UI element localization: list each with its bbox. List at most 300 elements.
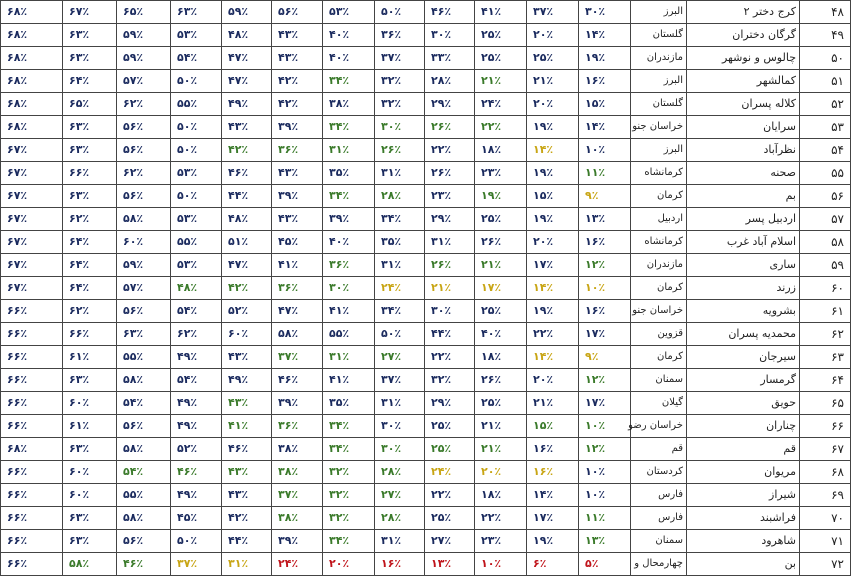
percentage-cell: ۲۱٪ [475, 70, 527, 93]
school-name-cell: چناران [687, 415, 800, 438]
percentage-cell: ۲۵٪ [475, 392, 527, 415]
table-row [1, 369, 851, 392]
percentage-cell: ۳۷٪ [171, 553, 222, 576]
percentage-cell: ۵۶٪ [117, 300, 171, 323]
percentage-cell: ۶۸٪ [1, 47, 63, 70]
percentage-cell: ۴۸٪ [222, 24, 272, 47]
percentage-cell: ۳۱٪ [375, 162, 425, 185]
percentage-cell: ۱۰٪ [475, 553, 527, 576]
percentage-cell: ۶۷٪ [1, 254, 63, 277]
percentage-cell: ۶۷٪ [1, 162, 63, 185]
percentage-cell: ۴۷٪ [222, 47, 272, 70]
province-cell: کرمان [631, 185, 687, 208]
percentage-cell: ۲۱٪ [475, 438, 527, 461]
percentage-cell: ۴۳٪ [222, 461, 272, 484]
percentage-cell: ۳۸٪ [323, 93, 375, 116]
province-cell: کرمانشاه [631, 162, 687, 185]
percentage-cell: ۵۴٪ [171, 300, 222, 323]
percentage-cell: ۳۳٪ [425, 47, 475, 70]
percentage-cell: ۳۲٪ [425, 369, 475, 392]
percentage-cell: ۳۴٪ [323, 185, 375, 208]
percentage-cell: ۲۲٪ [425, 484, 475, 507]
percentage-cell: ۶۶٪ [63, 323, 117, 346]
percentage-cell: ۲۳٪ [475, 162, 527, 185]
rank-cell: ۶۲ [800, 323, 851, 346]
province-cell: گلستان [631, 93, 687, 116]
school-name-cell: اردبیل پسر [687, 208, 800, 231]
table-row [1, 70, 851, 93]
percentage-cell: ۳۱٪ [375, 392, 425, 415]
percentage-cell: ۵۸٪ [117, 438, 171, 461]
rank-cell: ۵۲ [800, 93, 851, 116]
percentage-cell: ۵٪ [579, 553, 631, 576]
province-cell: البرز [631, 139, 687, 162]
table-row [1, 392, 851, 415]
percentage-cell: ۵۴٪ [171, 369, 222, 392]
percentage-cell: ۱۶٪ [579, 300, 631, 323]
table-row [1, 24, 851, 47]
school-name-cell: بن [687, 553, 800, 576]
percentage-cell: ۱۹٪ [527, 208, 579, 231]
percentage-cell: ۲۲٪ [527, 323, 579, 346]
percentage-cell: ۴۲٪ [222, 277, 272, 300]
percentage-cell: ۳۸٪ [272, 507, 323, 530]
province-cell: کرمان [631, 277, 687, 300]
school-name-cell: کلاله پسران [687, 93, 800, 116]
percentage-cell: ۶۸٪ [1, 24, 63, 47]
percentage-cell: ۱۱٪ [579, 162, 631, 185]
province-cell: سمنان [631, 530, 687, 553]
percentage-cell: ۴۷٪ [272, 300, 323, 323]
province-cell: البرز [631, 70, 687, 93]
percentage-cell: ۶۶٪ [1, 553, 63, 576]
percentage-cell: ۴۳٪ [222, 346, 272, 369]
rank-cell: ۶۶ [800, 415, 851, 438]
percentage-cell: ۲۵٪ [425, 415, 475, 438]
percentage-cell: ۳۲٪ [375, 70, 425, 93]
percentage-cell: ۱۰٪ [579, 277, 631, 300]
percentage-cell: ۴۶٪ [171, 461, 222, 484]
percentage-cell: ۱۹٪ [475, 185, 527, 208]
rank-cell: ۴۸ [800, 1, 851, 24]
percentage-cell: ۳۴٪ [323, 415, 375, 438]
percentage-cell: ۵۳٪ [323, 1, 375, 24]
percentage-cell: ۴۳٪ [272, 162, 323, 185]
percentage-cell: ۶۷٪ [1, 277, 63, 300]
percentage-cell: ۲۶٪ [375, 139, 425, 162]
percentage-cell: ۳۵٪ [323, 162, 375, 185]
percentage-cell: ۳۶٪ [272, 139, 323, 162]
percentage-cell: ۴۱٪ [475, 1, 527, 24]
percentage-cell: ۵۶٪ [272, 1, 323, 24]
percentage-cell: ۵۸٪ [117, 369, 171, 392]
percentage-cell: ۱۳٪ [425, 553, 475, 576]
rank-cell: ۶۴ [800, 369, 851, 392]
percentage-cell: ۱۴٪ [527, 484, 579, 507]
percentage-cell: ۴۲٪ [222, 507, 272, 530]
percentage-cell: ۱۶٪ [579, 70, 631, 93]
percentage-cell: ۳۲٪ [375, 93, 425, 116]
percentage-cell: ۴۷٪ [222, 254, 272, 277]
province-cell: کردستان [631, 461, 687, 484]
percentage-cell: ۴۰٪ [475, 323, 527, 346]
rank-cell: ۶۸ [800, 461, 851, 484]
percentage-cell: ۵۹٪ [117, 254, 171, 277]
percentage-cell: ۶۳٪ [63, 116, 117, 139]
school-name-cell: بشرویه [687, 300, 800, 323]
percentage-cell: ۴۲٪ [272, 70, 323, 93]
percentage-cell: ۵۶٪ [117, 530, 171, 553]
percentage-cell: ۱۴٪ [527, 139, 579, 162]
rank-cell: ۶۰ [800, 277, 851, 300]
percentage-cell: ۶۴٪ [63, 254, 117, 277]
percentage-cell: ۴۰٪ [323, 47, 375, 70]
percentage-cell: ۱۵٪ [579, 93, 631, 116]
percentage-cell: ۳۷٪ [272, 484, 323, 507]
percentage-cell: ۳۱٪ [222, 553, 272, 576]
percentage-cell: ۲۶٪ [475, 369, 527, 392]
rank-cell: ۵۷ [800, 208, 851, 231]
percentage-cell: ۴۲٪ [222, 139, 272, 162]
percentage-cell: ۲۴٪ [475, 93, 527, 116]
rank-cell: ۵۸ [800, 231, 851, 254]
rank-cell: ۵۶ [800, 185, 851, 208]
percentage-cell: ۶۶٪ [1, 300, 63, 323]
percentage-cell: ۴۱٪ [272, 254, 323, 277]
percentage-cell: ۲۰٪ [527, 93, 579, 116]
percentage-cell: ۴۹٪ [171, 484, 222, 507]
percentage-cell: ۲۳٪ [475, 530, 527, 553]
school-name-cell: سیرجان [687, 346, 800, 369]
percentage-cell: ۱۹٪ [527, 116, 579, 139]
rank-cell: ۷۲ [800, 553, 851, 576]
percentage-cell: ۲۷٪ [425, 530, 475, 553]
percentage-cell: ۶۰٪ [63, 461, 117, 484]
percentage-cell: ۲۹٪ [425, 93, 475, 116]
percentage-cell: ۴۶٪ [117, 553, 171, 576]
percentage-cell: ۳۹٪ [272, 530, 323, 553]
percentage-cell: ۲۸٪ [375, 507, 425, 530]
percentage-cell: ۲۹٪ [425, 392, 475, 415]
percentage-cell: ۳۲٪ [323, 484, 375, 507]
school-name-cell: مریوان [687, 461, 800, 484]
percentage-cell: ۶۰٪ [117, 231, 171, 254]
percentage-cell: ۹٪ [579, 185, 631, 208]
percentage-cell: ۴۴٪ [425, 323, 475, 346]
percentage-cell: ۵۲٪ [222, 300, 272, 323]
percentage-cell: ۱۳٪ [579, 208, 631, 231]
percentage-cell: ۱۴٪ [579, 24, 631, 47]
percentage-cell: ۶۳٪ [63, 438, 117, 461]
percentage-cell: ۶۴٪ [63, 277, 117, 300]
table-row [1, 346, 851, 369]
rank-cell: ۶۱ [800, 300, 851, 323]
percentage-cell: ۳۷٪ [527, 1, 579, 24]
percentage-cell: ۶۱٪ [63, 415, 117, 438]
percentage-cell: ۱۶٪ [579, 231, 631, 254]
percentage-cell: ۲۵٪ [527, 47, 579, 70]
percentage-cell: ۶۰٪ [63, 392, 117, 415]
school-name-cell: فراشبند [687, 507, 800, 530]
percentage-cell: ۶۶٪ [1, 346, 63, 369]
percentage-cell: ۳۷٪ [272, 346, 323, 369]
province-cell: گیلان [631, 392, 687, 415]
percentage-cell: ۱۹٪ [579, 47, 631, 70]
percentage-cell: ۶۳٪ [63, 369, 117, 392]
table-body [1, 1, 851, 576]
percentage-cell: ۳۴٪ [375, 300, 425, 323]
percentage-cell: ۲۱٪ [425, 277, 475, 300]
table-row [1, 438, 851, 461]
percentage-cell: ۵۳٪ [171, 254, 222, 277]
percentage-cell: ۳۰٪ [425, 300, 475, 323]
province-cell: خراسان جنو [631, 300, 687, 323]
percentage-cell: ۱۹٪ [527, 300, 579, 323]
percentage-cell: ۲۰٪ [527, 231, 579, 254]
percentage-cell: ۴۳٪ [222, 116, 272, 139]
percentage-cell: ۵۹٪ [222, 1, 272, 24]
percentage-cell: ۲۲٪ [425, 139, 475, 162]
percentage-cell: ۲۱٪ [527, 70, 579, 93]
percentage-cell: ۲۲٪ [475, 507, 527, 530]
school-name-cell: کمالشهر [687, 70, 800, 93]
percentage-cell: ۶۶٪ [1, 461, 63, 484]
percentage-cell: ۶۲٪ [117, 93, 171, 116]
percentage-cell: ۶۶٪ [1, 415, 63, 438]
percentage-cell: ۵۷٪ [117, 70, 171, 93]
percentage-cell: ۵۸٪ [117, 507, 171, 530]
percentage-cell: ۱۶٪ [375, 553, 425, 576]
percentage-cell: ۴۳٪ [272, 208, 323, 231]
percentage-cell: ۵۰٪ [171, 116, 222, 139]
percentage-cell: ۱۱٪ [579, 507, 631, 530]
percentage-cell: ۳۷٪ [375, 47, 425, 70]
percentage-cell: ۲۲٪ [425, 346, 475, 369]
school-name-cell: چالوس و نوشهر [687, 47, 800, 70]
rank-cell: ۵۹ [800, 254, 851, 277]
percentage-cell: ۳۱٪ [323, 346, 375, 369]
percentage-cell: ۲۸٪ [375, 185, 425, 208]
school-name-cell: حویق [687, 392, 800, 415]
percentage-cell: ۴۹٪ [171, 392, 222, 415]
percentage-cell: ۲۵٪ [475, 24, 527, 47]
table-row [1, 415, 851, 438]
percentage-cell: ۶۳٪ [63, 530, 117, 553]
percentage-cell: ۴۸٪ [171, 277, 222, 300]
percentage-cell: ۳۰٪ [375, 116, 425, 139]
percentage-cell: ۲۹٪ [425, 208, 475, 231]
percentage-cell: ۱۶٪ [527, 461, 579, 484]
percentage-cell: ۱۸٪ [475, 346, 527, 369]
percentage-cell: ۵۸٪ [63, 553, 117, 576]
percentage-cell: ۶۷٪ [1, 231, 63, 254]
percentage-cell: ۲۵٪ [475, 208, 527, 231]
percentage-cell: ۶۳٪ [171, 1, 222, 24]
percentage-cell: ۶۷٪ [1, 208, 63, 231]
percentage-cell: ۳۶٪ [375, 24, 425, 47]
percentage-cell: ۱۴٪ [579, 116, 631, 139]
province-cell: کرمان [631, 346, 687, 369]
percentage-cell: ۶٪ [527, 553, 579, 576]
percentage-cell: ۳۰٪ [425, 24, 475, 47]
percentage-cell: ۵۶٪ [117, 116, 171, 139]
province-cell: کرمانشاه [631, 231, 687, 254]
school-name-cell: شیراز [687, 484, 800, 507]
percentage-cell: ۶۳٪ [63, 47, 117, 70]
school-name-cell: اسلام آباد غرب [687, 231, 800, 254]
percentage-cell: ۶۶٪ [1, 530, 63, 553]
table-row [1, 231, 851, 254]
table-row [1, 47, 851, 70]
table-row [1, 116, 851, 139]
percentage-cell: ۵۲٪ [171, 438, 222, 461]
percentage-cell: ۵۵٪ [171, 93, 222, 116]
percentage-cell: ۶۶٪ [1, 507, 63, 530]
percentage-cell: ۶۲٪ [63, 208, 117, 231]
province-cell: اردبیل [631, 208, 687, 231]
percentage-cell: ۴۵٪ [171, 507, 222, 530]
percentage-cell: ۵۰٪ [171, 70, 222, 93]
percentage-cell: ۶۷٪ [63, 1, 117, 24]
percentage-cell: ۳۵٪ [375, 231, 425, 254]
percentage-cell: ۶۸٪ [1, 116, 63, 139]
rank-cell: ۶۵ [800, 392, 851, 415]
table-row [1, 323, 851, 346]
percentage-cell: ۳۹٪ [272, 185, 323, 208]
percentage-cell: ۶۷٪ [1, 139, 63, 162]
percentage-cell: ۵۵٪ [117, 484, 171, 507]
percentage-cell: ۶۶٪ [1, 323, 63, 346]
percentage-cell: ۵۳٪ [171, 24, 222, 47]
percentage-cell: ۲۶٪ [425, 116, 475, 139]
school-name-cell: گرمسار [687, 369, 800, 392]
percentage-cell: ۵۳٪ [171, 162, 222, 185]
percentage-cell: ۵۰٪ [375, 1, 425, 24]
percentage-cell: ۲۱٪ [475, 254, 527, 277]
percentage-cell: ۴۱٪ [323, 300, 375, 323]
percentage-cell: ۶۶٪ [1, 484, 63, 507]
percentage-cell: ۶۰٪ [63, 484, 117, 507]
table-row [1, 139, 851, 162]
percentage-cell: ۲۷٪ [375, 484, 425, 507]
percentage-cell: ۶۸٪ [1, 70, 63, 93]
percentage-cell: ۱۹٪ [527, 530, 579, 553]
province-cell: فارس [631, 484, 687, 507]
province-cell: چهارمحال و [631, 553, 687, 576]
percentage-cell: ۱۷٪ [579, 392, 631, 415]
percentage-cell: ۲۶٪ [425, 254, 475, 277]
province-cell: خراسان رضو [631, 415, 687, 438]
percentage-cell: ۶۴٪ [63, 231, 117, 254]
percentage-cell: ۴۶٪ [272, 369, 323, 392]
school-name-cell: محمدیه پسران [687, 323, 800, 346]
percentage-cell: ۶۲٪ [63, 300, 117, 323]
percentage-cell: ۴۹٪ [222, 93, 272, 116]
table-row [1, 162, 851, 185]
percentage-cell: ۴۳٪ [272, 24, 323, 47]
percentage-cell: ۳۱٪ [375, 254, 425, 277]
province-cell: البرز [631, 1, 687, 24]
percentage-cell: ۵۸٪ [117, 208, 171, 231]
percentage-cell: ۴۱٪ [222, 415, 272, 438]
province-cell: فارس [631, 507, 687, 530]
province-cell: مازندران [631, 254, 687, 277]
percentage-cell: ۲۵٪ [475, 300, 527, 323]
percentage-cell: ۲۱٪ [475, 415, 527, 438]
percentage-cell: ۳۵٪ [323, 392, 375, 415]
percentage-cell: ۵۵٪ [117, 346, 171, 369]
percentage-cell: ۲۲٪ [475, 116, 527, 139]
percentage-cell: ۶۷٪ [1, 185, 63, 208]
percentage-cell: ۱۶٪ [527, 438, 579, 461]
province-cell: مازندران [631, 47, 687, 70]
province-cell: سمنان [631, 369, 687, 392]
percentage-cell: ۲۵٪ [425, 438, 475, 461]
percentage-cell: ۳۰٪ [375, 438, 425, 461]
percentage-cell: ۱۳٪ [579, 530, 631, 553]
percentage-cell: ۲۵٪ [425, 507, 475, 530]
rank-cell: ۵۴ [800, 139, 851, 162]
percentage-cell: ۵۳٪ [171, 208, 222, 231]
school-name-cell: بم [687, 185, 800, 208]
school-name-cell: گرگان دختران [687, 24, 800, 47]
percentage-cell: ۳۹٪ [272, 392, 323, 415]
percentage-cell: ۳۴٪ [323, 438, 375, 461]
percentage-cell: ۴۶٪ [425, 1, 475, 24]
percentage-cell: ۲۷٪ [375, 346, 425, 369]
rank-cell: ۷۰ [800, 507, 851, 530]
rank-cell: ۵۰ [800, 47, 851, 70]
percentage-cell: ۶۰٪ [222, 323, 272, 346]
percentage-cell: ۵۹٪ [117, 24, 171, 47]
table-row [1, 1, 851, 24]
percentage-cell: ۴۴٪ [222, 185, 272, 208]
percentage-cell: ۳۷٪ [375, 369, 425, 392]
percentage-cell: ۶۲٪ [117, 162, 171, 185]
school-name-cell: زرند [687, 277, 800, 300]
percentage-cell: ۳۱٪ [425, 231, 475, 254]
percentage-cell: ۶۵٪ [117, 1, 171, 24]
percentage-cell: ۲۴٪ [272, 553, 323, 576]
percentage-cell: ۶۳٪ [63, 139, 117, 162]
percentage-cell: ۶۲٪ [171, 323, 222, 346]
percentage-cell: ۴۲٪ [272, 93, 323, 116]
table-row [1, 553, 851, 576]
percentage-cell: ۶۶٪ [1, 392, 63, 415]
percentage-cell: ۲۰٪ [475, 461, 527, 484]
school-name-cell: ساری [687, 254, 800, 277]
percentage-cell: ۱۰٪ [579, 461, 631, 484]
percentage-cell: ۵۴٪ [117, 392, 171, 415]
table-row [1, 185, 851, 208]
school-name-cell: نظرآباد [687, 139, 800, 162]
percentage-cell: ۴۵٪ [272, 231, 323, 254]
percentage-cell: ۱۵٪ [527, 185, 579, 208]
percentage-cell: ۵۰٪ [171, 185, 222, 208]
percentage-cell: ۴۳٪ [222, 392, 272, 415]
percentage-cell: ۶۸٪ [1, 438, 63, 461]
rank-cell: ۶۷ [800, 438, 851, 461]
rank-cell: ۷۱ [800, 530, 851, 553]
percentage-cell: ۵۱٪ [222, 231, 272, 254]
percentage-cell: ۱۰٪ [579, 415, 631, 438]
percentage-cell: ۳۰٪ [375, 415, 425, 438]
percentage-cell: ۳۱٪ [375, 530, 425, 553]
percentage-cell: ۴۶٪ [222, 162, 272, 185]
percentage-cell: ۳۴٪ [323, 70, 375, 93]
percentage-cell: ۶۳٪ [63, 507, 117, 530]
province-cell: خراسان جنو [631, 116, 687, 139]
